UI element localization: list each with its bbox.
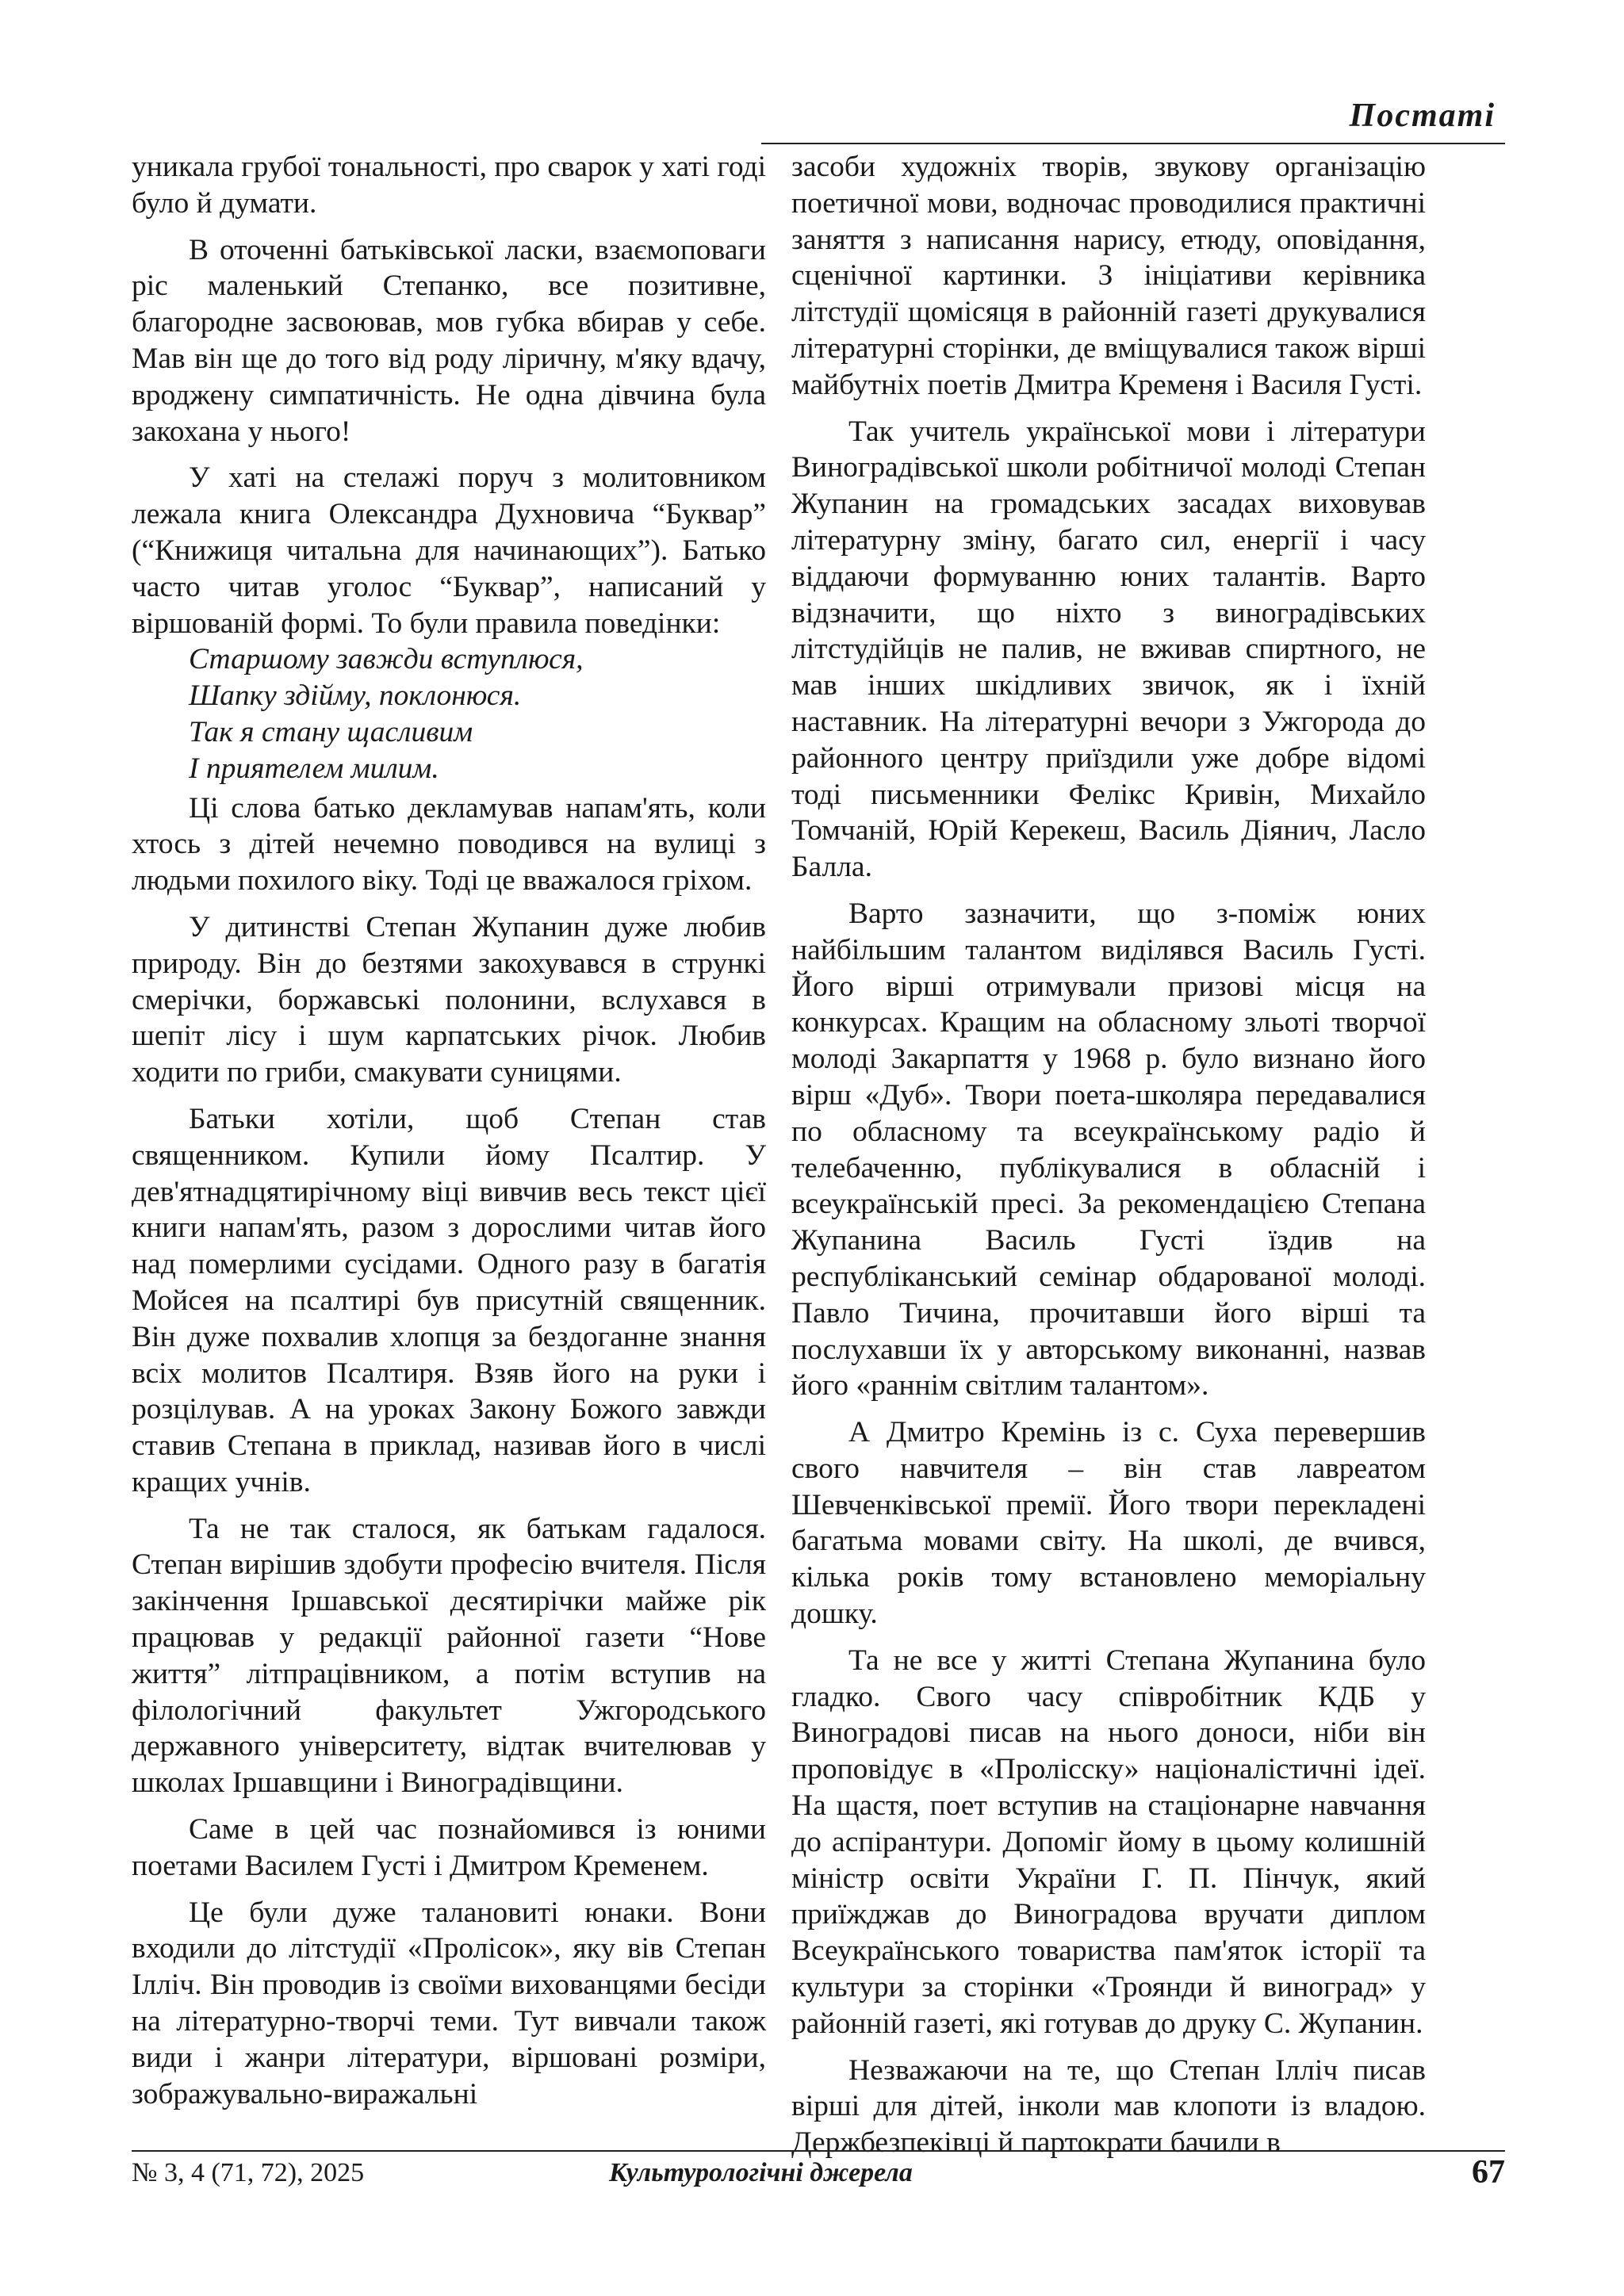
paragraph: засоби художніх творів, звукову організацію поетичної мови, водночас проводилися практичні заняття з написання нарису, етюду, оповідання, сценічної картинки. З ініціативи керівника літстудії щомісяця в районній газеті друкувалися літературні сторінки, де вміщувалися також вірші майбутніх поетів Дмитра Кременя і Василя Густі. bbox=[791, 151, 1426, 401]
paragraph: уникала грубої тональності, про сварок у хаті годі було й думати. bbox=[132, 151, 766, 220]
page-number: 67 bbox=[1472, 2154, 1505, 2191]
paragraph: Батьки хотіли, щоб Степан став священником. Купили йому Псалтир. У дев'ятнадцятирічному віці вивчив весь текст цієї книги напам'ять, разом з дорослими читав його над померлими сусідами. Одного разу в багатія Мойсея на псалтирі був присутній священник. Він дуже похвалив хлопця за бездоганне знання всіх молитов Псалтиря. Взяв його на руки і розцілував. А на уроках Закону Божого завжди ставив Степана в приклад, називав його в числі кращих учнів. bbox=[132, 1102, 766, 1498]
paragraph: Це були дуже талановиті юнаки. Вони входили до літстудії «Пролісок», яку вів Степан Ілліч. Він проводив із своїми вихованцями бесіди на літературно-творчі теми. Тут вивчали також види і жанри літератури, віршовані розміри, зображувально-виражальні bbox=[132, 1896, 766, 2110]
journal-title: Культурологічні джерела bbox=[609, 2158, 913, 2187]
paragraph: У хаті на стелажі поруч з молитовником лежала книга Олександра Духновича “Буквар” (“Книжиця читальна для начинающих”). Батько часто читав уголос “Буквар”, написаний у віршованій формі. То були правила поведінки: bbox=[132, 461, 766, 640]
paragraph: Та не так сталося, як батькам гадалося. Степан вирішив здобути професію вчителя. Після закінчення Іршавської десятирічки майже рік працював у редакції районної газети “Нове життя” літпрацівником, а потім вступив на філологічний факультет Ужгородського державного університету, відтак вчителював у школах Іршавщини і Виноградівщини. bbox=[132, 1512, 766, 1800]
issue-number: № 3, 4 (71, 72), 2025 bbox=[132, 2158, 365, 2187]
verse-quote bbox=[189, 641, 766, 786]
paragraph: Та не все у житті Степана Жупанина було гладко. Свого часу співробітник КДБ у Виноградові писав на нього доноси, ніби він проповідує в «Пролісску» націоналістичні ідеї. На щастя, поет вступив на стаціонарне навчання до аспірантури. Допоміг йому в цьому колишній міністр освіти України Г. П. Пінчук, який приїжджав до Виноградова вручати диплом Всеукраїнського товариства пам'яток історії та культури за сторінки «Троянди й виноград» у районній газеті, які готував до друку С. Жупанин. bbox=[791, 1644, 1426, 2040]
paragraph: А Дмитро Кремінь із с. Суха перевершив свого навчителя – він став лавреатом Шевченківської премії. Його твори перекладені багатьма мовами світу. На школі, де вчився, кілька років тому встановлено меморіальну дошку. bbox=[791, 1416, 1426, 1631]
paragraph: У дитинстві Степан Жупанин дуже любив природу. Він до безтями закохувався в стрункі смерічки, боржавські полонини, вслухався в шепіт лісу і шум карпатських річок. Любив ходити по гриби, смакувати суницями. bbox=[132, 910, 766, 1089]
paragraph: Незважаючи на те, що Степан Ілліч писав вірші для дітей, інколи мав клопоти із владою. Держбезпеківці й партократи бачили в bbox=[791, 2053, 1426, 2160]
paragraph: Саме в цей час познайомився із юними поетами Василем Густі і Дмитром Кременем. bbox=[132, 1813, 766, 1882]
footer-rule bbox=[132, 2150, 1505, 2152]
left-text-column bbox=[132, 149, 766, 2122]
header-rule bbox=[761, 143, 1505, 144]
verse-line: Так я стану щасливим bbox=[189, 715, 473, 748]
section-rubric: Постаті bbox=[1349, 98, 1496, 134]
verse-line: Старшому завжди вступлюся, bbox=[189, 643, 584, 676]
right-text-column bbox=[791, 149, 1426, 2172]
paragraph: Так учитель української мови і літератури Виноградівської школи робітничої молоді Степан Жупанин на громадських засадах виховував літературну зміну, багато сил, енергії і часу віддаючи формуванню юних талантів. Варто відзначити, що ніхто з виноградівських літстудійців не палив, не вживав спиртного, не мав інших шкідливих звичок, як і їхній наставник. На літературні вечори з Ужгорода до районного центру приїздили уже добре відомі тоді письменники Фелікс Кривін, Михайло Томчаній, Юрій Керекеш, Василь Діянич, Ласло Балла. bbox=[791, 415, 1426, 884]
paragraph: Ці слова батько декламував напам'ять, коли хтось з дітей нечемно поводився на вулиці з людьми похилого віку. Тоді це вважалося гріхом. bbox=[132, 791, 766, 897]
paragraph: В оточенні батьківської ласки, взаємоповаги ріс маленький Степанко, все позитивне, благородне засвоював, мов губка вбирав у себе. Мав він ще до того від роду ліричну, м'яку вдачу, вроджену симпатичність. Не одна дівчина була закохана у нього! bbox=[132, 233, 766, 448]
verse-line: І приятелем милим. bbox=[189, 752, 439, 785]
verse-line: Шапку здійму, поклонюся. bbox=[189, 679, 522, 713]
paragraph: Варто зазначити, що з-поміж юних найбільшим талантом виділявся Василь Густі. Його вірші отримували призові місця на конкурсах. Кращим на обласному зльоті творчої молоді Закарпаття у 1968 р. було визнано його вірш «Дуб». Твори поета-школяра передавалися по обласному та всеукраїнському радіо й телебаченню, публікувалися в обласній і всеукраїнській пресі. За рекомендацією Степана Жупанина Василь Густі їздив на республіканський семінар обдарованої молоді. Павло Тичина, прочитавши його вірші та послухавши їх у авторському виконанні, назвав його «раннім світлим талантом». bbox=[791, 897, 1426, 1402]
